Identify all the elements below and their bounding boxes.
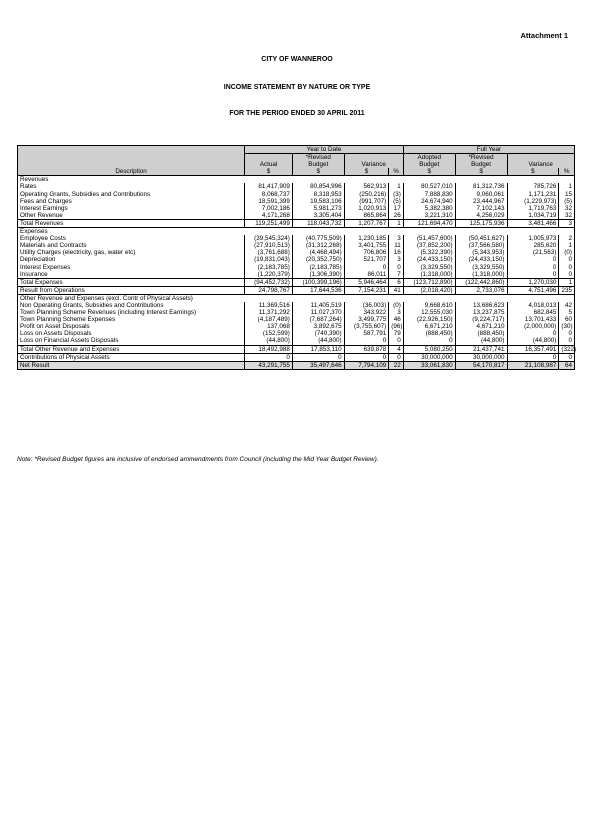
cell-revised-budget-fy: (5,343,953): [455, 249, 507, 256]
row-label: Total Revenues: [18, 219, 245, 227]
cell-actual: (94,452,732): [245, 278, 293, 286]
cell-revised-budget-fy: (37,566,580): [455, 242, 507, 249]
cell-variance: 0: [344, 337, 389, 345]
cell-variance: 865,864: [344, 212, 389, 220]
cell-revised-budget: (2,183,785): [292, 264, 344, 271]
cell-variance-pct: 7: [389, 271, 404, 279]
table-row: [18, 242, 575, 249]
cell-variance: 1,020,913: [344, 205, 389, 212]
cell-adopted-budget: 9,668,610: [403, 302, 455, 309]
cell-actual: 24,798,767: [245, 286, 293, 294]
cell-variance-fy: 1,171,231: [507, 191, 559, 198]
cell-actual: 18,492,988: [245, 345, 293, 353]
cell-actual: 119,251,499: [245, 219, 293, 227]
row-label: Interest Earnings: [18, 205, 245, 212]
row-label: Town Planning Scheme Expenses: [18, 316, 245, 323]
cell-revised-budget-fy: 54,170,817: [455, 361, 507, 369]
cell-revised-budget-fy: (44,800): [455, 337, 507, 345]
cell-variance-fy: 1,005,973: [507, 235, 559, 242]
attachment-label: Attachment 1: [520, 31, 568, 40]
cell-revised-budget-fy: 2,733,076: [455, 286, 507, 294]
cell-revised-budget: 3,305,404: [292, 212, 344, 220]
cell-actual: 81,417,909: [245, 183, 293, 190]
table-row: [18, 330, 575, 337]
cell-adopted-budget: 30,000,000: [403, 353, 455, 361]
cell-variance-fy-pct: (322): [559, 345, 575, 353]
statement-body: [18, 176, 575, 369]
cell-variance-fy: 13,701,433: [507, 316, 559, 323]
cell-variance-fy: 0: [507, 271, 559, 279]
cell-revised-budget: 19,583,106: [292, 198, 344, 205]
cell-actual: 137,068: [245, 323, 293, 330]
row-label: Operating Grants, Subsidies and Contributions: [18, 191, 245, 198]
cell-variance: 706,806: [344, 249, 389, 256]
cell-variance: 86,011: [344, 271, 389, 279]
table-row: [18, 337, 575, 345]
header-revised-a: *Revised: [292, 154, 344, 162]
row-label: Revenues: [18, 176, 575, 184]
header-full-year: Full Year: [403, 146, 574, 154]
cell-variance-fy-pct: 0: [559, 330, 575, 337]
row-label: Interest Expenses: [18, 264, 245, 271]
header-actual: Actual: [245, 161, 293, 168]
cell-revised-budget-fy: (888,450): [455, 330, 507, 337]
cell-revised-budget: (44,800): [292, 337, 344, 345]
cell-revised-budget: 5,981,273: [292, 205, 344, 212]
row-label: Materials and Contracts: [18, 242, 245, 249]
cell-revised-budget-fy: 81,312,736: [455, 183, 507, 190]
cell-variance: (36,003): [344, 302, 389, 309]
cell-variance-fy-pct: 1: [559, 242, 575, 249]
cell-variance-fy: 1,270,030: [507, 278, 559, 286]
cell-actual: (27,910,513): [245, 242, 293, 249]
table-row: [18, 212, 575, 220]
cell-variance: (3,755,607): [344, 323, 389, 330]
cell-variance: 7,154,231: [344, 286, 389, 294]
cell-revised-budget-fy: 4,256,029: [455, 212, 507, 220]
row-label: Profit on Asset Disposals: [18, 323, 245, 330]
cell-revised-budget: (100,399,196): [292, 278, 344, 286]
cell-variance-pct: 41: [389, 286, 404, 294]
cell-revised-budget-fy: 13,686,623: [455, 302, 507, 309]
table-row: [18, 323, 575, 330]
cell-revised-budget: 35,497,646: [292, 361, 344, 369]
cell-adopted-budget: 12,555,030: [403, 309, 455, 316]
cell-adopted-budget: 3,221,310: [403, 212, 455, 220]
cell-variance: (250,216): [344, 191, 389, 198]
total-row: [18, 345, 575, 353]
cell-variance-fy-pct: (0): [559, 249, 575, 256]
row-label: Contributions of Physical Assets: [18, 353, 245, 361]
unit-dollar: $: [344, 168, 389, 176]
section-row: [18, 294, 575, 302]
cell-variance: 3,401,755: [344, 242, 389, 249]
cell-revised-budget: 17,644,536: [292, 286, 344, 294]
cell-variance-fy-pct: 0: [559, 271, 575, 279]
section-row: [18, 228, 575, 236]
cell-variance-pct: 16: [389, 249, 404, 256]
cell-adopted-budget: 5,382,380: [403, 205, 455, 212]
council-title: CITY OF WANNEROO: [261, 56, 333, 63]
cell-variance-fy: 0: [507, 353, 559, 361]
table-row: [18, 183, 575, 190]
header-revised-fy-b: Budget: [455, 161, 507, 168]
table-row: [18, 256, 575, 263]
cell-adopted-budget: (51,457,600): [403, 235, 455, 242]
header-year-to-date: Year to Date: [245, 146, 404, 154]
unit-dollar: $: [245, 168, 293, 176]
cell-variance-fy: (44,800): [507, 337, 559, 345]
cell-adopted-budget: 5,080,250: [403, 345, 455, 353]
cell-revised-budget-fy: (24,433,150): [455, 256, 507, 263]
cell-variance-fy: 0: [507, 330, 559, 337]
cell-variance-pct: 46: [389, 316, 404, 323]
cell-adopted-budget: 80,527,010: [403, 183, 455, 190]
cell-actual: 8,068,737: [245, 191, 293, 198]
header-variance-spacer: [344, 154, 403, 162]
cell-variance-fy-pct: 32: [559, 205, 575, 212]
cell-variance-fy-pct: 0: [559, 337, 575, 345]
cell-revised-budget: (40,775,509): [292, 235, 344, 242]
cell-actual: 11,369,516: [245, 302, 293, 309]
total-row: [18, 219, 575, 227]
description-header-label: Description: [115, 168, 147, 176]
cell-variance-pct: 1: [389, 183, 404, 190]
cell-variance-fy-pct: (5): [559, 198, 575, 205]
cell-adopted-budget: (123,712,890): [403, 278, 455, 286]
row-label: Loss on Assets Disposals: [18, 330, 245, 337]
header-row-groups: [18, 146, 575, 154]
cell-variance-pct: 26: [389, 212, 404, 220]
footnote: Note: *Revised Budget figures are inclusive of endorsed ammendments from Council (including the Mid Year Budget Review).: [17, 456, 379, 463]
unit-percent: %: [559, 168, 575, 176]
cell-variance: (991,707): [344, 198, 389, 205]
cell-variance-fy: 4,018,013: [507, 302, 559, 309]
cell-revised-budget: (7,687,264): [292, 316, 344, 323]
cell-variance-pct: (5): [389, 198, 404, 205]
table-row: [18, 353, 575, 361]
cell-variance: 0: [344, 264, 389, 271]
cell-adopted-budget: 24,674,940: [403, 198, 455, 205]
cell-variance-fy: (21,563): [507, 249, 559, 256]
cell-variance: 562,913: [344, 183, 389, 190]
total-row: [18, 286, 575, 294]
cell-actual: (152,599): [245, 330, 293, 337]
row-label: Other Revenue: [18, 212, 245, 220]
cell-variance-pct: 11: [389, 242, 404, 249]
cell-variance: 1,207,767: [344, 219, 389, 227]
cell-revised-budget-fy: 30,000,000: [455, 353, 507, 361]
header-revised-b: Budget: [292, 161, 344, 168]
cell-revised-budget: (740,390): [292, 330, 344, 337]
cell-revised-budget-fy: (9,224,717): [455, 316, 507, 323]
statement-title: INCOME STATEMENT BY NATURE OR TYPE: [223, 84, 371, 91]
cell-variance-pct: 1: [389, 219, 404, 227]
cell-revised-budget-fy: (1,318,000): [455, 271, 507, 279]
cell-revised-budget-fy: 23,444,967: [455, 198, 507, 205]
cell-actual: (3,761,688): [245, 249, 293, 256]
row-label: Result from Operations: [18, 286, 245, 294]
row-label: Total Expenses: [18, 278, 245, 286]
cell-variance-fy-pct: 42: [559, 302, 575, 309]
header-adopted-a: Adopted: [403, 154, 455, 162]
cell-variance-pct: 6: [389, 278, 404, 286]
cell-variance-pct: 0: [389, 337, 404, 345]
total-row: [18, 278, 575, 286]
cell-variance-fy-pct: 3: [559, 219, 575, 227]
row-label: Expenses: [18, 228, 575, 236]
cell-variance-pct: 3: [389, 235, 404, 242]
cell-actual: 43,291,755: [245, 361, 293, 369]
table-row: [18, 302, 575, 309]
cell-actual: 7,002,186: [245, 205, 293, 212]
cell-variance-fy-pct: 1: [559, 278, 575, 286]
cell-adopted-budget: (3,329,550): [403, 264, 455, 271]
cell-variance-pct: 17: [389, 205, 404, 212]
cell-variance: 0: [344, 353, 389, 361]
row-label: Loss on Financial Assets Disposals: [18, 337, 245, 345]
table-row: [18, 191, 575, 198]
cell-revised-budget-fy: 9,060,061: [455, 191, 507, 198]
row-label: Employee Costs: [18, 235, 245, 242]
row-label: Rates: [18, 183, 245, 190]
cell-variance-fy-pct: 235: [559, 286, 575, 294]
cell-actual: 4,171,268: [245, 212, 293, 220]
cell-actual: (2,183,785): [245, 264, 293, 271]
total-row: [18, 361, 575, 369]
cell-adopted-budget: (1,318,000): [403, 271, 455, 279]
cell-revised-budget: 11,027,370: [292, 309, 344, 316]
cell-variance-pct: 4: [389, 345, 404, 353]
cell-variance-fy: 0: [507, 264, 559, 271]
header-variance-fy-spacer: [507, 154, 575, 162]
cell-variance-fy-pct: 1: [559, 183, 575, 190]
cell-revised-budget: (4,468,494): [292, 249, 344, 256]
cell-variance-pct: 0: [389, 353, 404, 361]
cell-adopted-budget: 33,061,830: [403, 361, 455, 369]
cell-variance: 343,922: [344, 309, 389, 316]
table-row: [18, 316, 575, 323]
row-label: Non Operating Grants, Subsidies and Contributions: [18, 302, 245, 309]
cell-adopted-budget: (2,018,420): [403, 286, 455, 294]
cell-actual: (39,545,324): [245, 235, 293, 242]
cell-variance-pct: (96): [389, 323, 404, 330]
cell-variance-fy: 285,620: [507, 242, 559, 249]
table-row: [18, 198, 575, 205]
cell-actual: 11,371,292: [245, 309, 293, 316]
cell-actual: (44,800): [245, 337, 293, 345]
cell-variance-pct: 22: [389, 361, 404, 369]
row-label: Total Other Revenue and Expenses: [18, 345, 245, 353]
unit-dollar: $: [455, 168, 507, 176]
cell-actual: 0: [245, 353, 293, 361]
table-row: [18, 205, 575, 212]
cell-adopted-budget: (24,433,150): [403, 256, 455, 263]
cell-variance: 3,499,775: [344, 316, 389, 323]
cell-variance-fy-pct: (30): [559, 323, 575, 330]
cell-actual: (4,187,489): [245, 316, 293, 323]
cell-variance: 7,794,109: [344, 361, 389, 369]
cell-variance-pct: 0: [389, 264, 404, 271]
cell-variance: 5,946,464: [344, 278, 389, 286]
cell-revised-budget-fy: (122,442,860): [455, 278, 507, 286]
cell-variance-fy-pct: 60: [559, 316, 575, 323]
cell-adopted-budget: 7,888,830: [403, 191, 455, 198]
cell-variance-fy-pct: 15: [559, 191, 575, 198]
cell-variance-fy-pct: 64: [559, 361, 575, 369]
table-row: [18, 309, 575, 316]
table-row: [18, 249, 575, 256]
row-label: Other Revenue and Expenses (excl. Contr of Physical Assets): [18, 294, 575, 302]
table-row: [18, 264, 575, 271]
income-statement-table: [17, 145, 575, 370]
cell-revised-budget-fy: 7,102,143: [455, 205, 507, 212]
cell-variance: 587,791: [344, 330, 389, 337]
table-row: [18, 271, 575, 279]
unit-dollar: $: [403, 168, 455, 176]
cell-variance-fy: 785,726: [507, 183, 559, 190]
cell-variance-pct: 3: [389, 309, 404, 316]
cell-variance: 1,230,185: [344, 235, 389, 242]
header-variance-fy: Variance: [507, 161, 575, 168]
period-title: FOR THE PERIOD ENDED 30 APRIL 2011: [229, 110, 365, 117]
row-label: Depreciation: [18, 256, 245, 263]
cell-variance: 639,878: [344, 345, 389, 353]
cell-revised-budget: 80,854,996: [292, 183, 344, 190]
cell-variance-pct: 79: [389, 330, 404, 337]
cell-revised-budget: 118,043,732: [292, 219, 344, 227]
unit-dollar: $: [507, 168, 559, 176]
header-description: [18, 146, 245, 176]
cell-revised-budget: 3,892,675: [292, 323, 344, 330]
cell-variance-fy: 3,481,466: [507, 219, 559, 227]
cell-adopted-budget: (888,450): [403, 330, 455, 337]
cell-variance-fy-pct: 32: [559, 212, 575, 220]
row-label: Net Result: [18, 361, 245, 369]
header-actual-spacer: [245, 154, 293, 162]
cell-revised-budget-fy: 13,237,875: [455, 309, 507, 316]
header-revised-fy-a: *Revised: [455, 154, 507, 162]
row-label: Town Planning Scheme Revenues (including Interest Earnings): [18, 309, 245, 316]
row-label: Utility Charges (electricity, gas, water etc): [18, 249, 245, 256]
cell-variance-fy: 1,719,763: [507, 205, 559, 212]
cell-variance-fy: (2,000,000): [507, 323, 559, 330]
header-adopted-b: Budget: [403, 161, 455, 168]
unit-dollar: $: [292, 168, 344, 176]
unit-percent: %: [389, 168, 404, 176]
cell-adopted-budget: 121,694,470: [403, 219, 455, 227]
table-row: [18, 235, 575, 242]
row-label: Fees and Charges: [18, 198, 245, 205]
cell-variance-fy: 682,845: [507, 309, 559, 316]
cell-adopted-budget: 0: [403, 337, 455, 345]
cell-variance-fy-pct: 2: [559, 235, 575, 242]
cell-variance-pct: (0): [389, 302, 404, 309]
cell-variance-fy: 0: [507, 256, 559, 263]
cell-variance-pct: 3: [389, 256, 404, 263]
cell-adopted-budget: 6,671,210: [403, 323, 455, 330]
cell-variance-fy-pct: 0: [559, 353, 575, 361]
cell-variance: 521,707: [344, 256, 389, 263]
cell-variance-fy: 1,034,719: [507, 212, 559, 220]
cell-actual: 18,591,399: [245, 198, 293, 205]
section-row: [18, 176, 575, 184]
cell-revised-budget: 17,853,110: [292, 345, 344, 353]
cell-revised-budget: 11,405,519: [292, 302, 344, 309]
cell-variance-pct: (3): [389, 191, 404, 198]
cell-revised-budget: 0: [292, 353, 344, 361]
cell-revised-budget-fy: 125,175,936: [455, 219, 507, 227]
cell-revised-budget-fy: (3,329,550): [455, 264, 507, 271]
cell-adopted-budget: (37,852,200): [403, 242, 455, 249]
cell-variance-fy: 21,108,987: [507, 361, 559, 369]
cell-adopted-budget: (22,926,150): [403, 316, 455, 323]
cell-variance-fy-pct: 0: [559, 256, 575, 263]
cell-revised-budget: 8,318,953: [292, 191, 344, 198]
cell-actual: (1,220,379): [245, 271, 293, 279]
header-variance: Variance: [344, 161, 403, 168]
cell-variance-fy: (1,229,973): [507, 198, 559, 205]
cell-revised-budget-fy: 4,671,210: [455, 323, 507, 330]
cell-revised-budget-fy: (50,451,627): [455, 235, 507, 242]
cell-revised-budget-fy: 21,437,741: [455, 345, 507, 353]
row-label: Insurance: [18, 271, 245, 279]
cell-variance-fy-pct: 5: [559, 309, 575, 316]
cell-variance-fy: 16,357,491: [507, 345, 559, 353]
cell-revised-budget: (1,306,390): [292, 271, 344, 279]
cell-actual: (19,831,043): [245, 256, 293, 263]
cell-variance-fy-pct: 0: [559, 264, 575, 271]
cell-revised-budget: (31,312,268): [292, 242, 344, 249]
cell-revised-budget: (20,352,750): [292, 256, 344, 263]
cell-variance-fy: 4,751,496: [507, 286, 559, 294]
cell-adopted-budget: (5,322,390): [403, 249, 455, 256]
